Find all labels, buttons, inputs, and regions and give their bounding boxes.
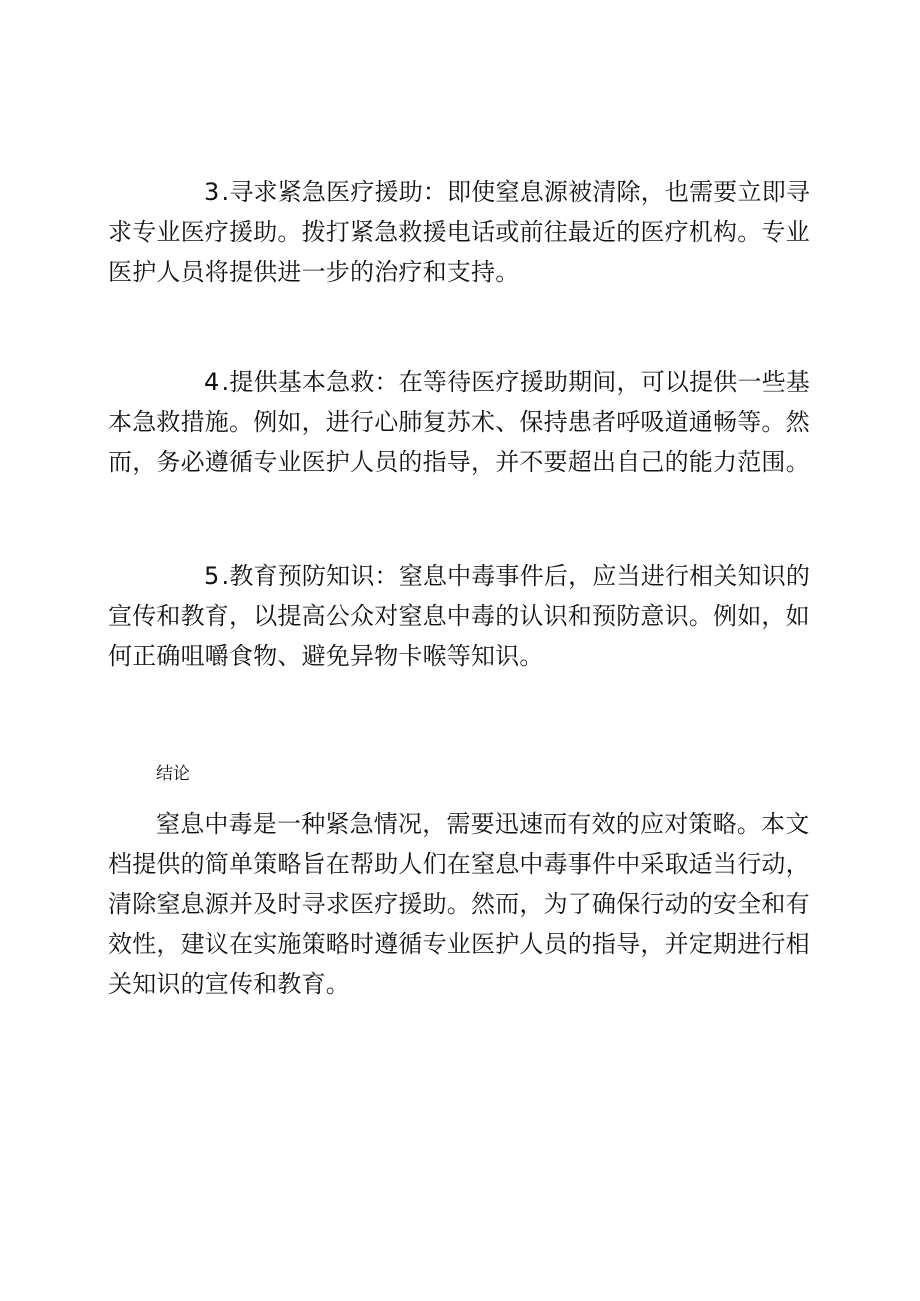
conclusion-paragraph: 窒息中毒是一种紧急情况，需要迅速而有效的应对策略。本文档提供的简单策略旨在帮助人们在窒息中毒事件中采取适当行动，清除窒息源并及时寻求医疗援助。然而，为了确保行动的安全和有效性，建议在实施策略时遵循专业医护人员的指导，并定期进行相关知识的宣传和教育。 <box>108 810 810 998</box>
list-item-4 <box>108 362 813 482</box>
list-item-number: 5 <box>204 562 220 590</box>
list-item-text: .寻求紧急医疗援助：即使窒息源被清除，也需要立即寻求专业医疗援助。拨打紧急救援电话或前往最近的医疗机构。专业医护人员将提供进一步的治疗和支持。 <box>108 178 811 286</box>
list-item-number: 4 <box>204 368 220 396</box>
list-item-5 <box>108 556 813 676</box>
conclusion-heading: 结论 <box>156 764 190 784</box>
list-item-text: .教育预防知识：窒息中毒事件后，应当进行相关知识的宣传和教育，以提高公众对窒息中毒的认识和预防意识。例如，如何正确咀嚼食物、避免异物卡喉等知识。 <box>108 562 811 670</box>
list-item-text: .提供基本急救：在等待医疗援助期间，可以提供一些基本急救措施。例如，进行心肺复苏术、保持患者呼吸道通畅等。然而，务必遵循专业医护人员的指导，并不要超出自己的能力范围。 <box>108 368 811 476</box>
list-item-3 <box>108 172 813 292</box>
list-item-number: 3 <box>204 178 220 206</box>
